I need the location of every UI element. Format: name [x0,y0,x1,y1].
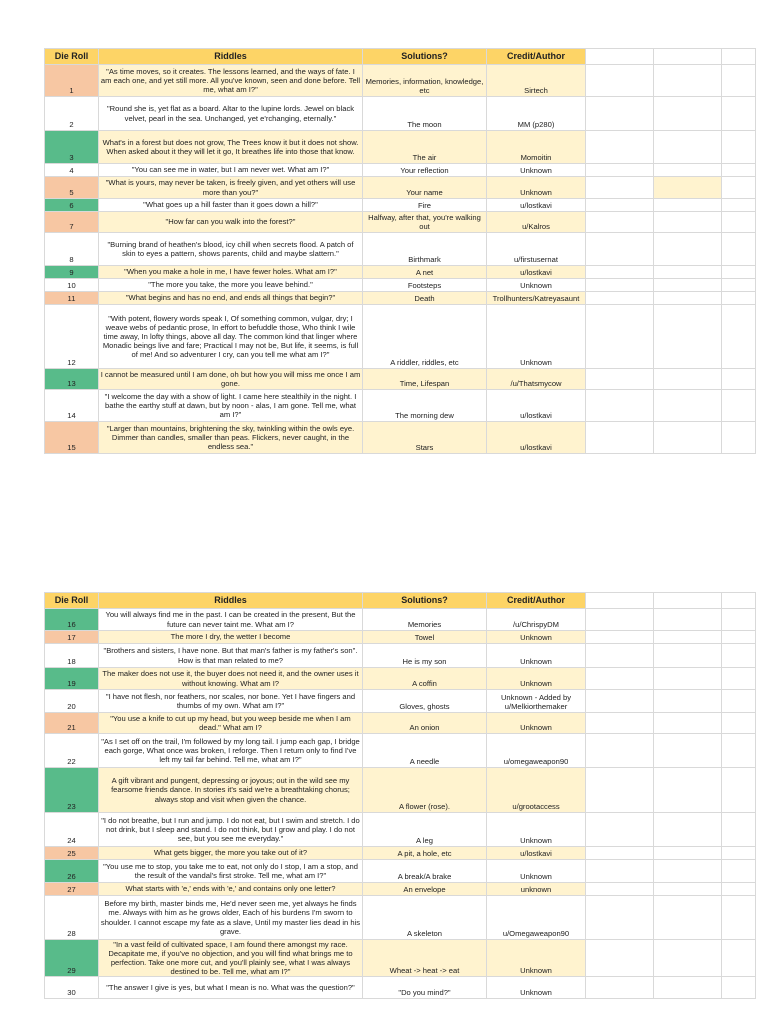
solution-cell[interactable]: Memories [363,609,487,631]
empty-cell[interactable] [654,292,722,305]
empty-cell[interactable] [654,49,722,65]
solution-cell[interactable]: Fire [363,199,487,212]
die-roll-cell[interactable]: 19 [45,668,99,690]
riddle-cell[interactable]: "The answer I give is yes, but what I mean is no. What was the question?" [99,977,363,999]
solution-cell[interactable]: Halfway, after that, you're walking out [363,212,487,233]
table-row [45,631,756,644]
header-row [45,593,756,609]
riddle-cell[interactable]: "When you make a hole in me, I have fewer holes. What am I?" [99,266,363,279]
die-roll-cell[interactable]: 10 [45,279,99,292]
empty-cell[interactable] [654,593,722,609]
table-row [45,292,756,305]
empty-cell[interactable] [586,977,654,999]
empty-cell[interactable] [654,422,722,454]
riddle-cell[interactable]: I cannot be measured until I am done, oh but how you will miss me once I am gone. [99,369,363,390]
table-row [45,860,756,883]
solution-cell[interactable]: A pit, a hole, etc [363,847,487,860]
riddle-table-1 [44,48,756,454]
empty-cell[interactable] [654,977,722,999]
credit-cell[interactable]: Unknown [487,177,586,199]
die-roll-cell[interactable]: 2 [45,97,99,131]
empty-cell[interactable] [654,860,722,883]
table-row [45,668,756,690]
credit-cell[interactable]: Unknown [487,305,586,369]
empty-cell[interactable] [654,940,722,977]
empty-cell[interactable] [654,847,722,860]
empty-cell[interactable] [586,97,654,131]
table-row [45,734,756,768]
empty-cell[interactable] [722,199,756,212]
table-row [45,896,756,940]
solution-cell[interactable]: A flower (rose). [363,768,487,813]
empty-cell[interactable] [586,813,654,847]
die-roll-cell[interactable]: 22 [45,734,99,768]
riddle-cell[interactable]: What's in a forest but does not grow, The Trees know it but it does not show. When asked about it they will let it go, It breathes life into those that know. [99,131,363,164]
empty-cell[interactable] [722,390,756,422]
riddle-table-2 [44,592,756,999]
solution-cell[interactable]: Stars [363,422,487,454]
empty-cell[interactable] [722,896,756,940]
solution-cell[interactable]: "Do you mind?" [363,977,487,999]
header-solutions[interactable]: Solutions? [363,49,487,65]
empty-cell[interactable] [654,369,722,390]
die-roll-cell[interactable]: 21 [45,713,99,734]
empty-cell[interactable] [654,305,722,369]
empty-cell[interactable] [722,97,756,131]
table-row [45,609,756,631]
empty-cell[interactable] [722,49,756,65]
header-credit[interactable]: Credit/Author [487,593,586,609]
empty-cell[interactable] [654,65,722,97]
die-roll-cell[interactable]: 28 [45,896,99,940]
riddle-cell[interactable]: "Larger than mountains, brightening the sky, twinkling within the owls eye. Dimmer than candles, smaller than peas. Flickers, never caught, in the endless sea." [99,422,363,454]
empty-cell[interactable] [722,631,756,644]
empty-cell[interactable] [654,177,722,199]
empty-cell[interactable] [586,390,654,422]
header-row [45,49,756,65]
credit-cell[interactable]: Unknown [487,713,586,734]
empty-cell[interactable] [586,768,654,813]
credit-cell[interactable]: Sirtech [487,65,586,97]
table-row [45,690,756,713]
riddle-cell[interactable]: The more I dry, the wetter I become [99,631,363,644]
empty-cell[interactable] [654,713,722,734]
credit-cell[interactable]: Momoitin [487,131,586,164]
empty-cell[interactable] [654,609,722,631]
credit-cell[interactable]: u/firstusernat [487,233,586,266]
table-row [45,644,756,668]
empty-cell[interactable] [586,631,654,644]
empty-cell[interactable] [586,734,654,768]
empty-cell[interactable] [722,977,756,999]
table-row [45,813,756,847]
empty-cell[interactable] [722,266,756,279]
solution-cell[interactable]: Footsteps [363,279,487,292]
table-row [45,177,756,199]
die-roll-cell[interactable]: 16 [45,609,99,631]
riddle-cell[interactable]: "As I set off on the trail, I'm followed by my long tail. I jump each gap, I bridge each gorge, What once was broken, I reforge. Then I return only to find I've left my tail far behind. Tell me, what am I?" [99,734,363,768]
riddle-cell[interactable]: "Burning brand of heathen's blood, icy chill when secrets flood. A patch of skin to eyes a pattern, shows parents, child and maybe slattern." [99,233,363,266]
empty-cell[interactable] [586,609,654,631]
riddle-cell[interactable]: "What begins and has no end, and ends all things that begin?" [99,292,363,305]
table-row [45,266,756,279]
empty-cell[interactable] [586,860,654,883]
die-roll-cell[interactable]: 8 [45,233,99,266]
empty-cell[interactable] [586,369,654,390]
die-roll-cell[interactable]: 13 [45,369,99,390]
empty-cell[interactable] [722,369,756,390]
solution-cell[interactable]: Your reflection [363,164,487,177]
table-row [45,164,756,177]
empty-cell[interactable] [722,883,756,896]
riddle-cell[interactable]: "The more you take, the more you leave behind." [99,279,363,292]
die-roll-cell[interactable]: 4 [45,164,99,177]
die-roll-cell[interactable]: 27 [45,883,99,896]
credit-cell[interactable]: Unknown [487,279,586,292]
empty-cell[interactable] [722,593,756,609]
empty-cell[interactable] [722,940,756,977]
riddle-cell[interactable]: You will always find me in the past. I can be created in the present, But the future can never taint me. What am I? [99,609,363,631]
empty-cell[interactable] [654,768,722,813]
riddle-cell[interactable]: The maker does not use it, the buyer does not need it, and the owner uses it without knowing. What am I? [99,668,363,690]
riddle-cell[interactable]: "You use me to stop, you take me to eat, not only do I stop, I am a stop, and the result of the vandal's first stroke. Tell me, what am I?" [99,860,363,883]
die-roll-cell[interactable]: 1 [45,65,99,97]
empty-cell[interactable] [722,644,756,668]
riddle-cell[interactable]: "In a vast feild of cultivated space, I am found there amongst my race. Decapitate me, if you've no objection, and you will find what brings me to perfection. Take one more cut, and you'll plainly see, what I was always destined to be. Tell me, what am I?" [99,940,363,977]
die-roll-cell[interactable]: 29 [45,940,99,977]
riddle-cell[interactable]: "I welcome the day with a show of light. I came here stealthily in the night. I bathe the earthy stuff at dawn, but by noon - alas, I am gone. Tell me, what am I?" [99,390,363,422]
empty-cell[interactable] [654,266,722,279]
die-roll-cell[interactable]: 3 [45,131,99,164]
die-roll-cell[interactable]: 30 [45,977,99,999]
empty-cell[interactable] [586,164,654,177]
empty-cell[interactable] [654,199,722,212]
empty-cell[interactable] [586,49,654,65]
empty-cell[interactable] [586,713,654,734]
riddle-cell[interactable]: A gift vibrant and pungent, depressing or joyous; out in the wild see my fearsome friends dance. In stories it's said we're a breathtaking chorus; always stop and visit when given the chance. [99,768,363,813]
table-row [45,977,756,999]
die-roll-cell[interactable]: 23 [45,768,99,813]
solution-cell[interactable]: A leg [363,813,487,847]
empty-cell[interactable] [654,390,722,422]
empty-cell[interactable] [722,847,756,860]
empty-cell[interactable] [654,734,722,768]
riddle-cell[interactable]: "Brothers and sisters, I have none. But that man's father is my father's son". How is that man related to me? [99,644,363,668]
riddle-cell[interactable]: "I do not breathe, but I run and jump. I do not eat, but I swim and stretch. I do not drink, but I sleep and stand. I do not think, but I grow and play. I do not see, but you see me everyday." [99,813,363,847]
empty-cell[interactable] [586,690,654,713]
empty-cell[interactable] [586,940,654,977]
credit-cell[interactable]: Unknown [487,977,586,999]
empty-cell[interactable] [722,212,756,233]
empty-cell[interactable] [722,292,756,305]
die-roll-cell[interactable]: 26 [45,860,99,883]
empty-cell[interactable] [654,233,722,266]
solution-cell[interactable]: A riddler, riddles, etc [363,305,487,369]
riddle-cell[interactable]: "As time moves, so it creates. The lessons learned, and the ways of fate. I am each one, and yet still more. All you've known, seen and done before. Tell me, what am I?" [99,65,363,97]
solution-cell[interactable]: Gloves, ghosts [363,690,487,713]
table-row [45,65,756,97]
empty-cell[interactable] [722,813,756,847]
empty-cell[interactable] [586,279,654,292]
credit-cell[interactable]: u/grootaccess [487,768,586,813]
header-solutions[interactable]: Solutions? [363,593,487,609]
empty-cell[interactable] [722,690,756,713]
riddle-cell[interactable]: "You use a knife to cut up my head, but you weep beside me when I am dead." What am I? [99,713,363,734]
empty-cell[interactable] [654,644,722,668]
table-row [45,768,756,813]
solution-cell[interactable]: The morning dew [363,390,487,422]
riddle-cell[interactable]: "How far can you walk into the forest?" [99,212,363,233]
empty-cell[interactable] [654,883,722,896]
table-row [45,940,756,977]
riddle-cell[interactable]: Before my birth, master binds me, He'd never seen me, yet always he finds me. Always with him as he grows older, Each of his burdens I'm sworn to shoulder. I cannot escape my fate as a slave, Until my master lies dead in his grave. [99,896,363,940]
credit-cell[interactable]: Unknown [487,668,586,690]
table-row [45,233,756,266]
empty-cell[interactable] [654,164,722,177]
riddle-cell[interactable]: What starts with 'e,' ends with 'e,' and contains only one letter? [99,883,363,896]
empty-cell[interactable] [722,609,756,631]
empty-cell[interactable] [586,212,654,233]
table-row [45,369,756,390]
credit-cell[interactable]: u/lostkavi [487,199,586,212]
header-credit[interactable]: Credit/Author [487,49,586,65]
die-roll-cell[interactable]: 24 [45,813,99,847]
credit-cell[interactable]: u/lostkavi [487,266,586,279]
credit-cell[interactable]: Unknown [487,644,586,668]
riddle-cell[interactable]: "What goes up a hill faster than it goes down a hill?" [99,199,363,212]
table-row [45,422,756,454]
table-row [45,97,756,131]
die-roll-cell[interactable]: 9 [45,266,99,279]
solution-cell[interactable]: A needle [363,734,487,768]
credit-cell[interactable]: u/omegaweapon90 [487,734,586,768]
empty-cell[interactable] [722,668,756,690]
credit-cell[interactable]: Unknown - Added by u/Melkiorthemaker [487,690,586,713]
empty-cell[interactable] [586,131,654,164]
solution-cell[interactable]: Towel [363,631,487,644]
empty-cell[interactable] [586,668,654,690]
solution-cell[interactable]: Death [363,292,487,305]
empty-cell[interactable] [654,131,722,164]
credit-cell[interactable]: u/lostkavi [487,422,586,454]
empty-cell[interactable] [722,65,756,97]
die-roll-cell[interactable]: 7 [45,212,99,233]
empty-cell[interactable] [722,305,756,369]
empty-cell[interactable] [586,883,654,896]
riddle-cell[interactable]: "Round she is, yet flat as a board. Altar to the lupine lords. Jewel on black velvet, pearl in the sea. Unchanged, yet e'rchanging, eternally." [99,97,363,131]
credit-cell[interactable]: /u/Thatsmycow [487,369,586,390]
empty-cell[interactable] [722,164,756,177]
table-row [45,390,756,422]
table-row [45,212,756,233]
empty-cell[interactable] [654,97,722,131]
die-roll-cell[interactable]: 14 [45,390,99,422]
empty-cell[interactable] [586,292,654,305]
empty-cell[interactable] [586,305,654,369]
credit-cell[interactable]: u/Kalros [487,212,586,233]
empty-cell[interactable] [722,131,756,164]
credit-cell[interactable]: u/lostkavi [487,847,586,860]
riddle-cell[interactable]: What gets bigger, the more you take out of it? [99,847,363,860]
empty-cell[interactable] [654,279,722,292]
empty-cell[interactable] [722,177,756,199]
empty-cell[interactable] [586,896,654,940]
credit-cell[interactable]: Unknown [487,164,586,177]
header-die-roll[interactable]: Die Roll [45,593,99,609]
credit-cell[interactable]: Unknown [487,940,586,977]
solution-cell[interactable]: A net [363,266,487,279]
empty-cell[interactable] [722,233,756,266]
riddle-cell[interactable]: "You can see me in water, but I am never wet. What am I?" [99,164,363,177]
riddle-cell[interactable]: "What is yours, may never be taken, is freely given, and yet others will use more than you?" [99,177,363,199]
empty-cell[interactable] [586,177,654,199]
table-row [45,883,756,896]
solution-cell[interactable]: A skeleton [363,896,487,940]
empty-cell[interactable] [722,860,756,883]
credit-cell[interactable]: unknown [487,883,586,896]
empty-cell[interactable] [586,644,654,668]
empty-cell[interactable] [654,690,722,713]
riddle-cell[interactable]: "With potent, flowery words speak I, Of something common, vulgar, dry; I weave webs of pedantic prose, In effort to befuddle those, Who think I wile time away, In lofty things, above all day. The common kind that linger where Monadic beings live and fare; Practical I may not be, But life, it seems, is full of me! And so adventurer I cry, can you tell me what am I?" [99,305,363,369]
die-roll-cell[interactable]: 25 [45,847,99,860]
solution-cell[interactable]: He is my son [363,644,487,668]
solution-cell[interactable]: The air [363,131,487,164]
empty-cell[interactable] [654,668,722,690]
credit-cell[interactable]: Unknown [487,813,586,847]
empty-cell[interactable] [586,199,654,212]
empty-cell[interactable] [654,631,722,644]
empty-cell[interactable] [586,266,654,279]
empty-cell[interactable] [722,734,756,768]
table-row [45,279,756,292]
credit-cell[interactable]: u/lostkavi [487,390,586,422]
empty-cell[interactable] [586,847,654,860]
header-die-roll[interactable]: Die Roll [45,49,99,65]
die-roll-cell[interactable]: 5 [45,177,99,199]
solution-cell[interactable]: An envelope [363,883,487,896]
empty-cell[interactable] [654,813,722,847]
die-roll-cell[interactable]: 6 [45,199,99,212]
header-riddles[interactable]: Riddles [99,49,363,65]
empty-cell[interactable] [722,279,756,292]
die-roll-cell[interactable]: 12 [45,305,99,369]
die-roll-cell[interactable]: 11 [45,292,99,305]
empty-cell[interactable] [586,422,654,454]
solution-cell[interactable]: The moon [363,97,487,131]
empty-cell[interactable] [654,212,722,233]
table-row [45,305,756,369]
solution-cell[interactable]: Memories, information, knowledge, etc [363,65,487,97]
empty-cell[interactable] [654,896,722,940]
table-row [45,847,756,860]
table-row [45,199,756,212]
credit-cell[interactable]: Unknown [487,631,586,644]
empty-cell[interactable] [586,65,654,97]
credit-cell[interactable]: Trollhunters/Katreyasaunt [487,292,586,305]
die-roll-cell[interactable]: 20 [45,690,99,713]
riddle-cell[interactable]: "I have not flesh, nor feathers, nor scales, nor bone. Yet I have fingers and thumbs of my own. What am I?" [99,690,363,713]
credit-cell[interactable]: u/Omegaweapon90 [487,896,586,940]
solution-cell[interactable]: An onion [363,713,487,734]
solution-cell[interactable]: A coffin [363,668,487,690]
credit-cell[interactable]: Unknown [487,860,586,883]
table-row [45,713,756,734]
solution-cell[interactable]: Your name [363,177,487,199]
header-riddles[interactable]: Riddles [99,593,363,609]
empty-cell[interactable] [722,713,756,734]
die-roll-cell[interactable]: 17 [45,631,99,644]
solution-cell[interactable]: Wheat -> heat -> eat [363,940,487,977]
solution-cell[interactable]: Time, Lifespan [363,369,487,390]
empty-cell[interactable] [586,233,654,266]
empty-cell[interactable] [586,593,654,609]
table-row [45,131,756,164]
credit-cell[interactable]: MM (p280) [487,97,586,131]
solution-cell[interactable]: A break/A brake [363,860,487,883]
die-roll-cell[interactable]: 18 [45,644,99,668]
empty-cell[interactable] [722,768,756,813]
empty-cell[interactable] [722,422,756,454]
credit-cell[interactable]: /u/ChrispyDM [487,609,586,631]
die-roll-cell[interactable]: 15 [45,422,99,454]
solution-cell[interactable]: Birthmark [363,233,487,266]
